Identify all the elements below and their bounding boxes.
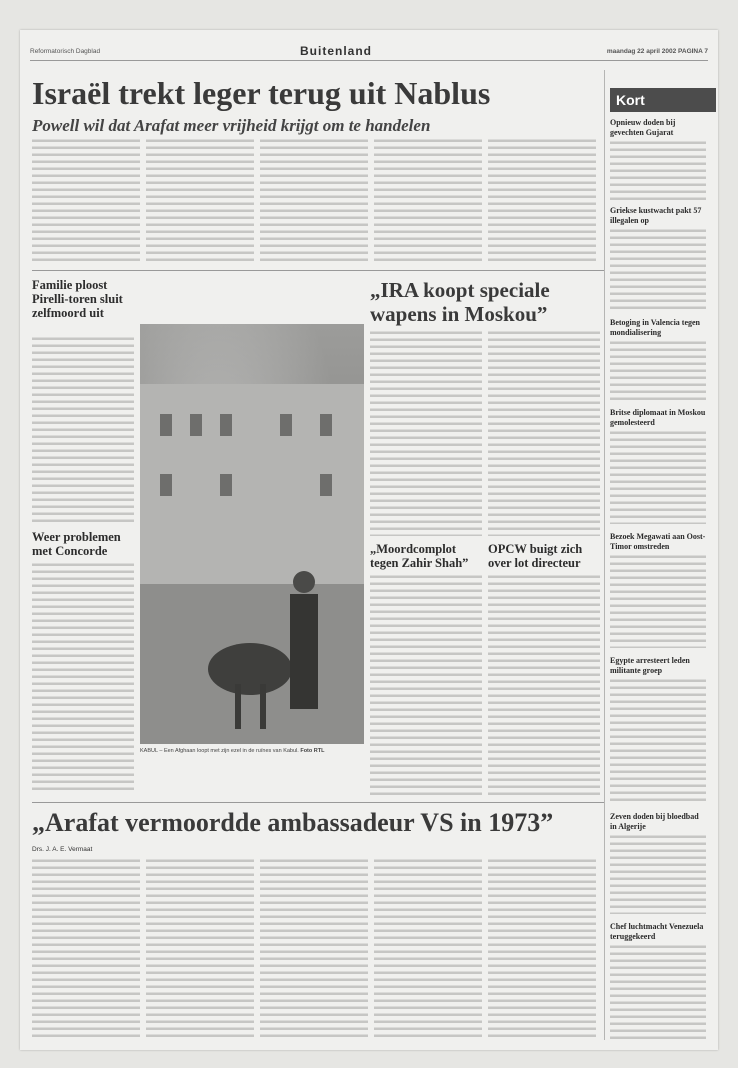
- window: [220, 474, 232, 496]
- kort-item-body: [610, 228, 706, 310]
- ira-headline: „IRA koopt speciale wapens in Moskou”: [370, 278, 550, 326]
- window: [280, 414, 292, 436]
- window: [320, 474, 332, 496]
- sidebar-divider: [604, 70, 605, 1040]
- concorde-headline: Weer problemen met Concorde: [32, 530, 121, 558]
- zahir-body: [370, 574, 482, 796]
- kort-header: [610, 88, 716, 112]
- lead-body-column-4: [374, 138, 482, 265]
- opcw-headline: OPCW buigt zich over lot directeur: [488, 542, 583, 570]
- photo-caption: [140, 748, 364, 755]
- ambassadeur-byline: Drs. J. A. E. Vermaat: [32, 846, 93, 853]
- donkey-leg: [260, 684, 266, 729]
- ambassadeur-body-column-4: [374, 858, 482, 1040]
- kort-item-title: Chef luchtmacht Venezuela teruggekeerd: [610, 922, 704, 941]
- kort-item-body: [610, 678, 706, 804]
- window: [220, 414, 232, 436]
- kort-item-title: Bezoek Megawati aan Oost-Timor omstreden: [610, 532, 706, 551]
- kort-item-title: Betoging in Valencia tegen mondialisering: [610, 318, 701, 337]
- opcw-body: [488, 574, 600, 796]
- lead-body-column-3: [260, 138, 368, 265]
- masthead-newspaper-name: Reformatorisch Dagblad: [30, 48, 101, 55]
- masthead-section: Buitenland: [300, 44, 372, 58]
- newspaper-page: [20, 30, 718, 1050]
- man-figure: [290, 594, 318, 709]
- concorde-body: [32, 562, 134, 794]
- news-photo: [140, 324, 364, 744]
- kort-item-body: [610, 554, 706, 648]
- kort-item-title: Egypte arresteert leden militante groep: [610, 656, 690, 675]
- donkey-leg: [235, 684, 241, 729]
- lead-body-column-1: [32, 138, 140, 265]
- ambassadeur-body-column-3: [260, 858, 368, 1040]
- kort-item-title: Britse diplomaat in Moskou gemolesteerd: [610, 408, 706, 427]
- donkey-load: [208, 643, 292, 695]
- kort-item-title: Griekse kustwacht pakt 57 illegalen op: [610, 206, 702, 225]
- photo-credit: Foto RTL: [300, 748, 325, 754]
- kort-title: Kort: [616, 92, 645, 108]
- kort-item-body: [610, 430, 706, 524]
- ira-body-column-1: [370, 330, 482, 536]
- ambassadeur-body-column-1: [32, 858, 140, 1040]
- lead-subheadline: Powell wil dat Arafat meer vrijheid krijgt om te handelen: [32, 116, 431, 135]
- lead-body-column-5: [488, 138, 596, 265]
- window: [190, 414, 202, 436]
- ambassadeur-body-column-5: [488, 858, 596, 1040]
- window: [160, 414, 172, 436]
- ira-body-column-2: [488, 330, 600, 536]
- section-rule: [32, 270, 604, 271]
- window: [320, 414, 332, 436]
- section-rule: [32, 802, 604, 803]
- window: [160, 474, 172, 496]
- kort-item-body: [610, 834, 706, 914]
- kort-item-body: [610, 140, 706, 200]
- zahir-headline: „Moordcomplot tegen Zahir Shah”: [370, 542, 469, 570]
- photo-caption-text: KABUL – Een Afghaan loopt met zijn ezel in de ruïnes van Kabul.: [140, 748, 299, 754]
- photo-scene: [140, 324, 364, 744]
- pirelli-headline: Familie ploost Pirelli-toren sluit zelfmoord uit: [32, 278, 123, 320]
- kort-item-title: Zeven doden bij bloedbad in Algerije: [610, 812, 699, 831]
- ambassadeur-headline: „Arafat vermoordde ambassadeur VS in 1973”: [32, 808, 554, 837]
- masthead-date-page: maandag 22 april 2002 PAGINA 7: [606, 48, 708, 55]
- kort-item-title: Opnieuw doden bij gevechten Gujarat: [610, 118, 676, 137]
- lead-body-column-2: [146, 138, 254, 265]
- masthead-rule: [30, 60, 708, 61]
- ambassadeur-body-column-2: [146, 858, 254, 1040]
- kort-item-body: [610, 944, 706, 1040]
- kort-item-body: [610, 340, 706, 402]
- pirelli-body: [32, 336, 134, 522]
- lead-headline: Israël trekt leger terug uit Nablus: [32, 75, 491, 111]
- man-head: [293, 571, 315, 593]
